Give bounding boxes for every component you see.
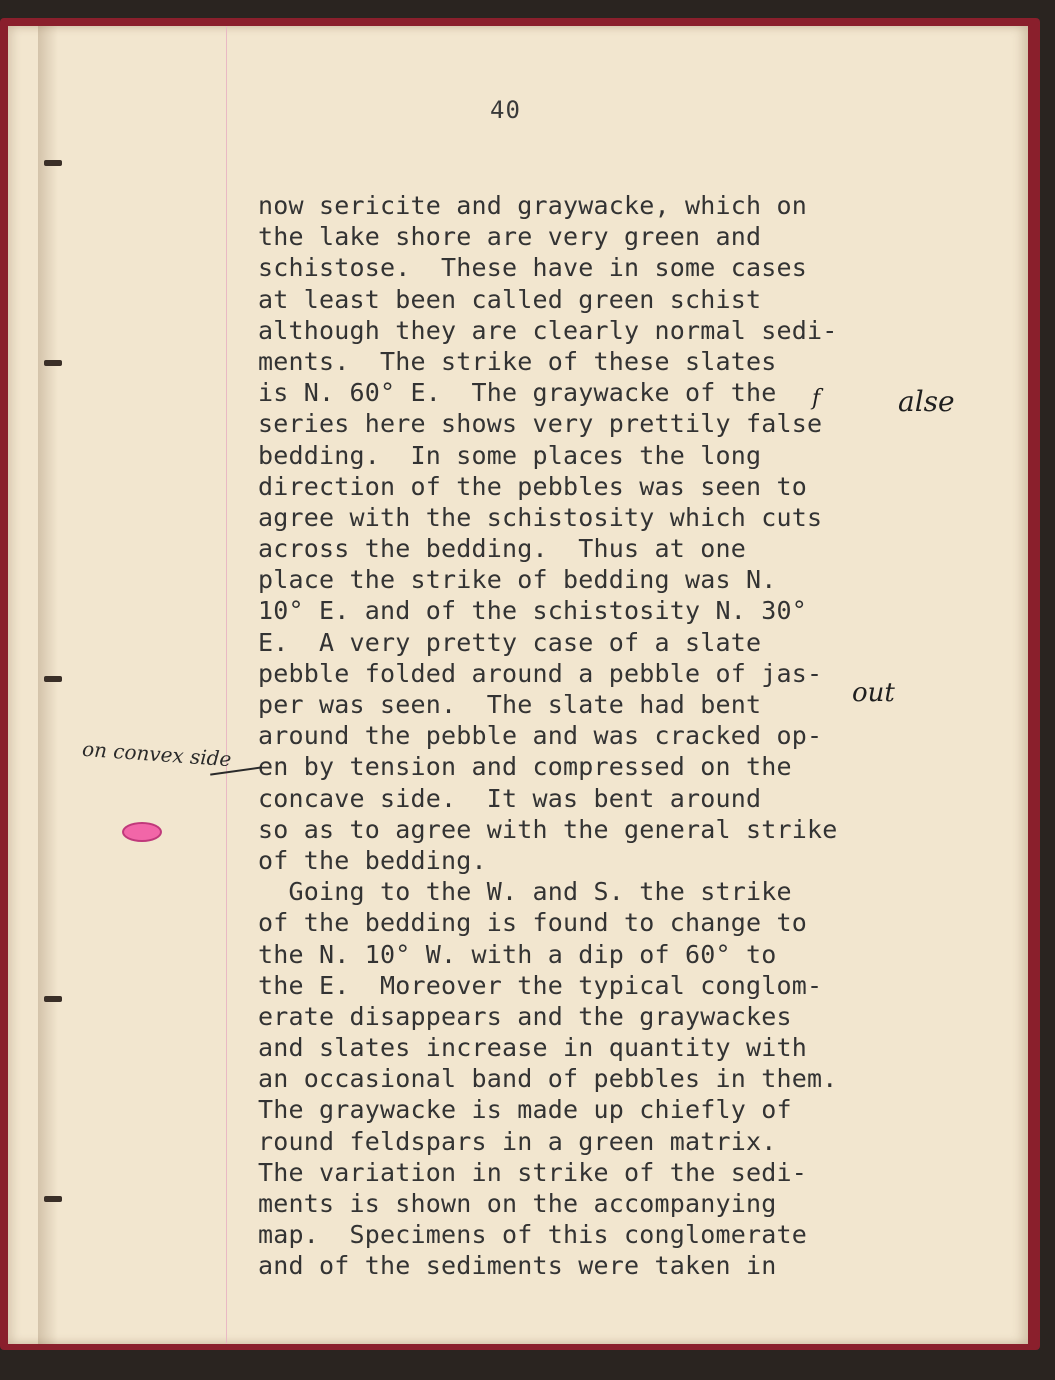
page-number: 40 [490,96,521,124]
text-line: 10° E. and of the schistosity N. 30° [258,596,808,626]
binding-stitch [44,996,62,1002]
text-line: at least been called green schist [258,284,762,314]
pink-pebble-sketch [122,822,162,842]
text-line: so as to agree with the general strike [258,814,838,844]
text-line: pebble folded around a pebble of jas- [258,658,823,688]
text-line: The variation in strike of the sedi- [258,1157,808,1187]
text-line: is N. 60° E. The graywacke of the [258,378,777,408]
text-line: the N. 10° W. with a dip of 60° to [258,939,777,969]
correction-false: alse [898,385,955,418]
text-line: around the pebble and was cracked op- [258,721,823,751]
text-line: of the bedding is found to change to [258,908,808,938]
text-line: Going to the W. and S. the strike [258,877,792,907]
text-line: concave side. It was bent around [258,783,762,813]
text-line: E. A very pretty case of a slate [258,627,762,657]
text-line: and slates increase in quantity with [258,1033,808,1063]
text-line: an occasional band of pebbles in them. [258,1064,838,1094]
binding-stitch [44,360,62,366]
text-line: agree with the schistosity which cuts [258,502,823,532]
text-line: per was seen. The slate had bent [258,690,762,719]
binding-stitch [44,160,62,166]
text-line: the lake shore are very green and [258,222,762,252]
text-line: bedding. In some places the long [258,440,762,470]
text-line: now sericite and graywacke, which on [258,191,808,220]
text-line: en by tension and compressed on the [258,752,792,782]
scan-background [0,1350,1055,1380]
margin-annotation: on convex side [81,736,233,772]
text-line: erate disappears and the graywackes [258,1001,792,1031]
binding-stitch [44,676,62,682]
text-line: place the strike of bedding was N. [258,565,777,595]
text-line: although they are clearly normal sedi- [258,315,838,345]
text-line: the E. Moreover the typical conglom- [258,970,823,1000]
correction-f: f [812,386,821,411]
text-line: round feldspars in a green matrix. [258,1126,777,1156]
text-line: schistose. These have in some cases [258,253,808,283]
margin-rule [226,26,227,1344]
binding-stitch [44,1196,62,1202]
text-line: The graywacke is made up chiefly of [258,1095,792,1125]
text-line: ments is shown on the accompanying [258,1189,777,1218]
text-line: series here shows very prettily false [258,409,823,439]
correction-out: out [852,678,895,708]
text-line: across the bedding. Thus at one [258,534,747,564]
text-line: direction of the pebbles was seen to [258,471,808,501]
typed-text-body [258,190,998,1282]
text-line: ments. The strike of these slates [258,346,777,376]
text-line: and of the sediments were taken in [258,1251,777,1281]
text-line: map. Specimens of this conglomerate [258,1220,808,1250]
gutter-shadow [38,26,58,1344]
text-line: of the bedding. [258,845,487,875]
